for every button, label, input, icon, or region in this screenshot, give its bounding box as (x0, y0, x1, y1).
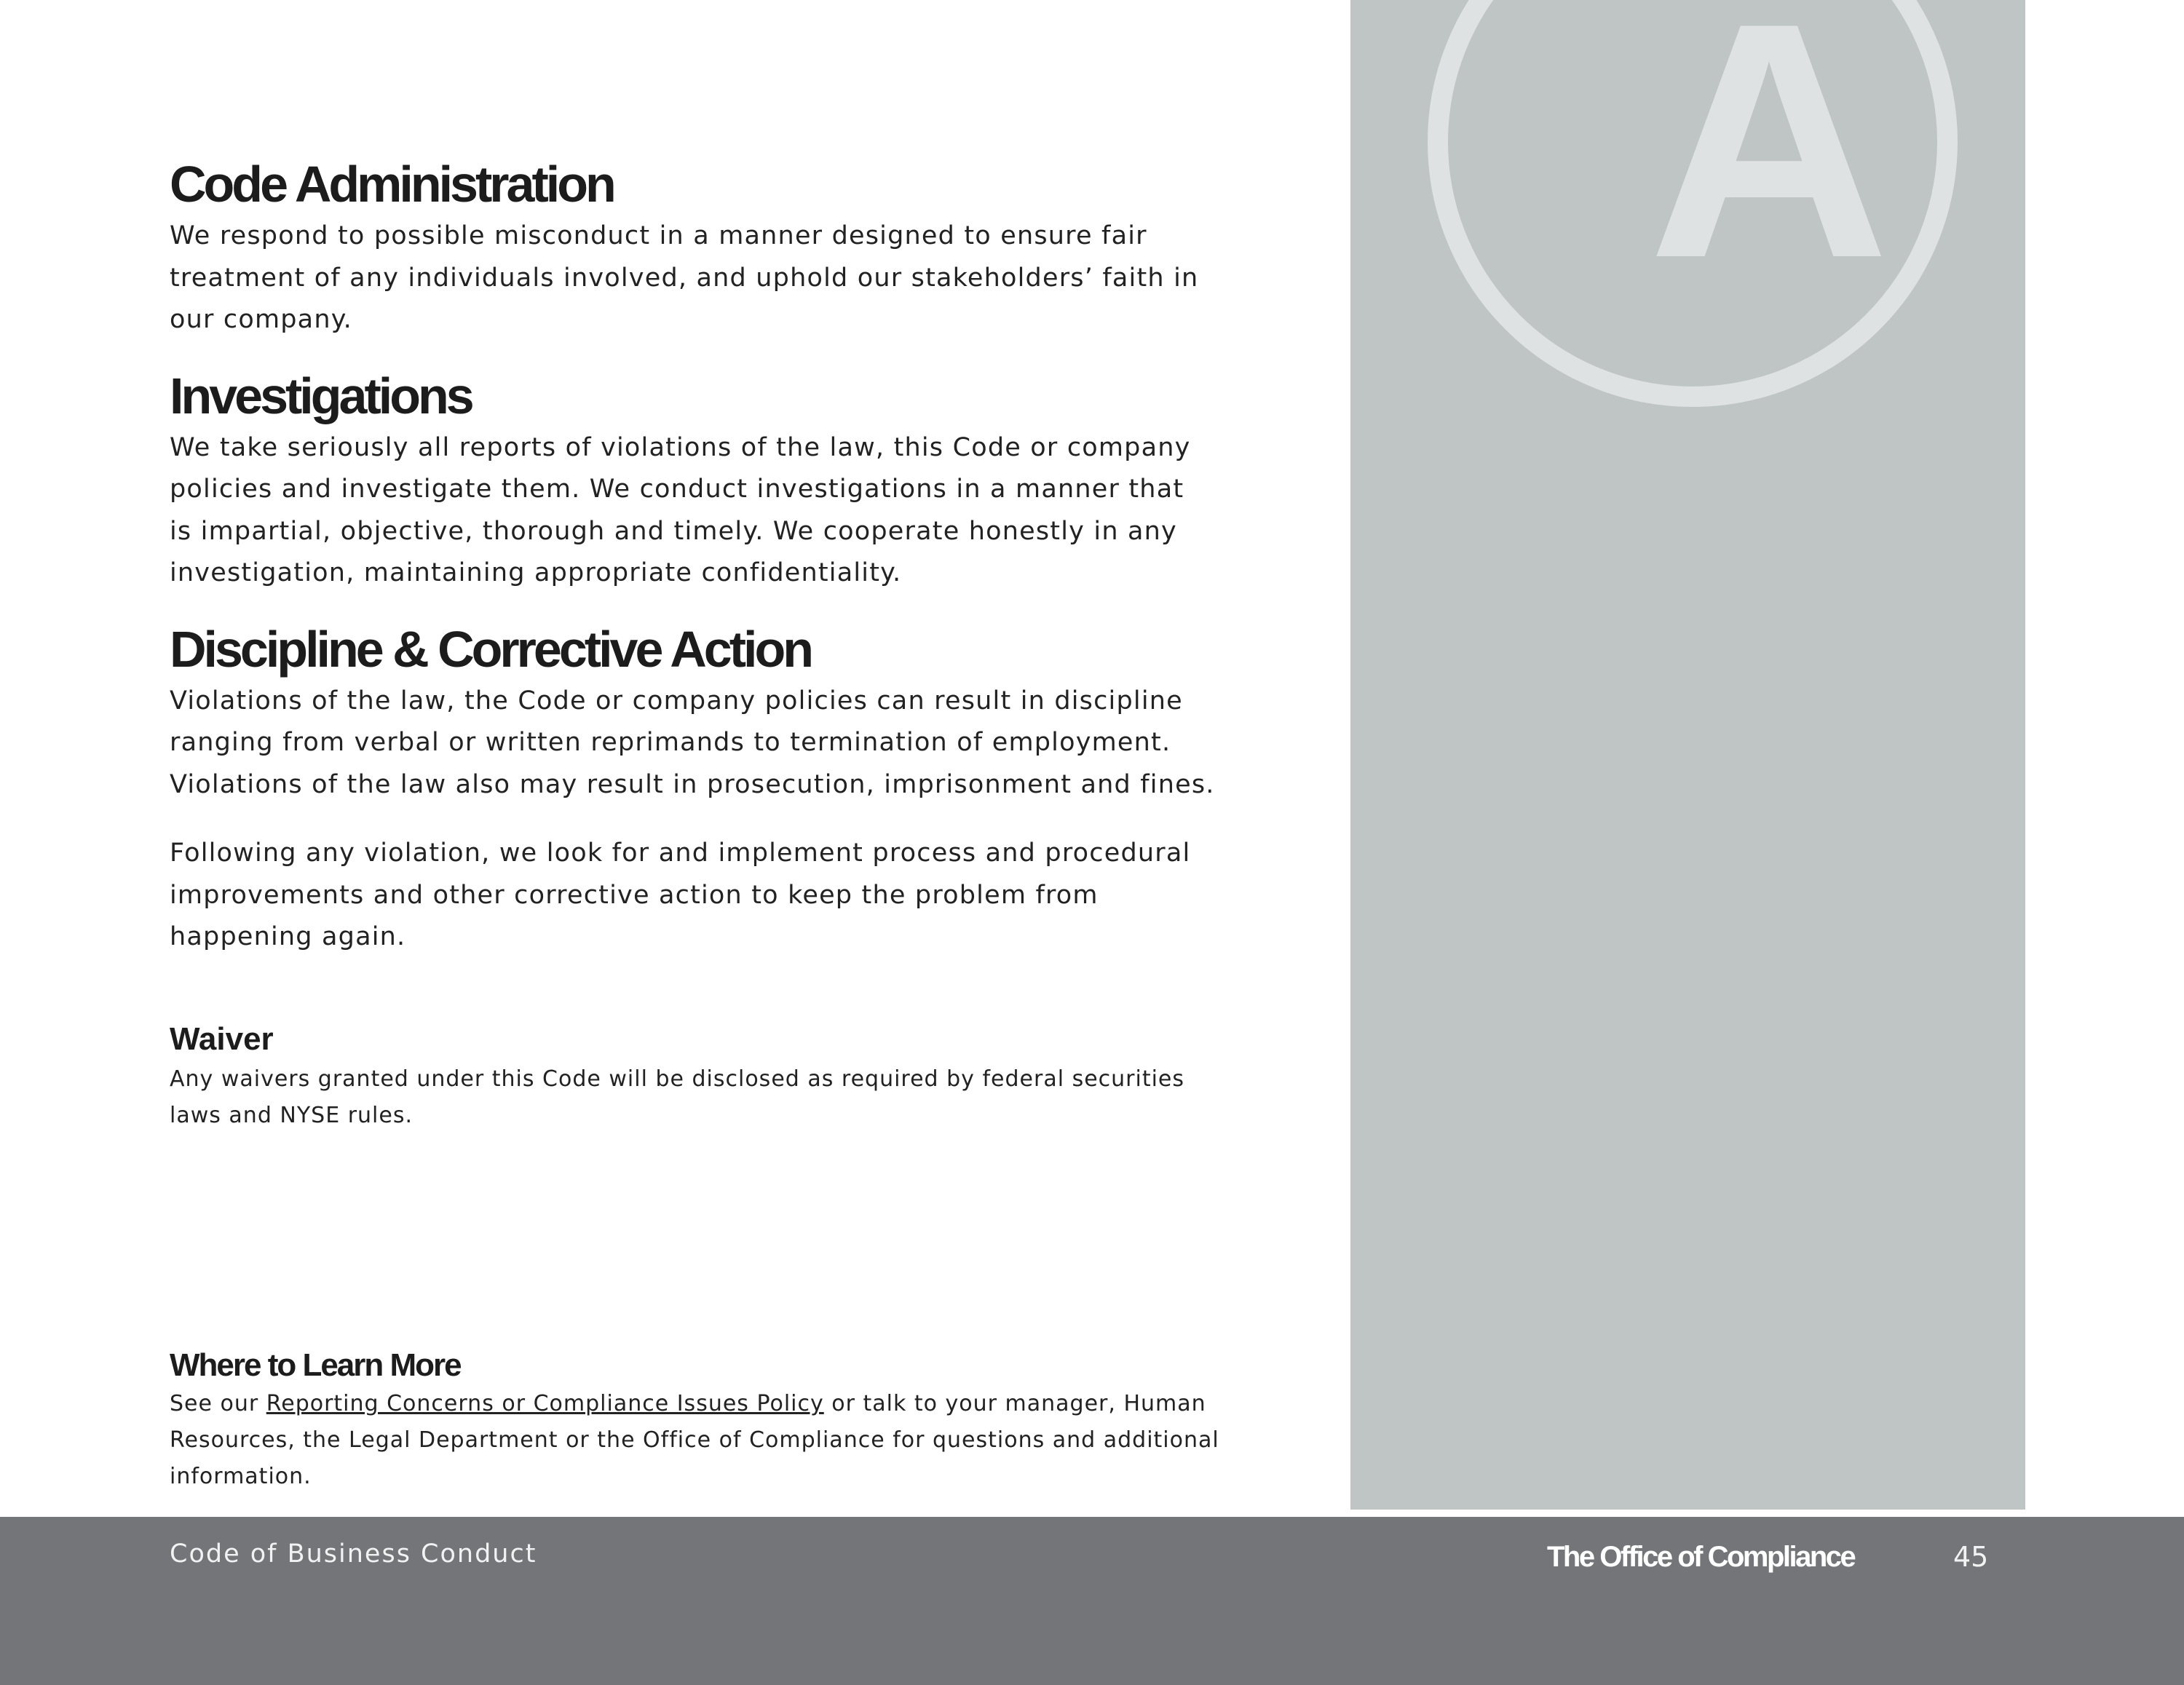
learn-more-text-before: See our (170, 1391, 266, 1416)
investigations-paragraph: We take seriously all reports of violations of the law, this Code or company policies and investigate them. We conduct investigations in a manner that is impartial, objective, thorough and timely. We cooperate honestly in any investigation, maintaining appropriate confidentiality. (170, 432, 1191, 587)
spacer (170, 806, 1276, 833)
learn-more-text-after: or talk to your manager, Human Resources, the Legal Department or the Office of Compliance for questions and additional information. (170, 1391, 1219, 1489)
spacer (170, 595, 1276, 618)
section-title-code-administration: Code Administration (170, 156, 614, 213)
main-content (170, 153, 1276, 959)
discipline-paragraph-1: Violations of the law, the Code or company policies can result in discipline ranging from verbal or written reprimands to termination of employment. Violations of the law also may result in prosecution, imprisonment and fines. (170, 686, 1215, 799)
watermark-letter: A (1647, 0, 1891, 328)
footer-document-title: Code of Business Conduct (170, 1539, 537, 1569)
reporting-concerns-policy-link[interactable]: Reporting Concerns or Compliance Issues Policy (266, 1391, 824, 1416)
side-panel (1350, 0, 2025, 1510)
compliance-a-watermark-icon (1350, 0, 2025, 1510)
waiver-text: Any waivers granted under this Code will be disclosed as required by federal securities laws and NYSE rules. (170, 1066, 1185, 1128)
footer-section-name: The Office of Compliance (1547, 1541, 1855, 1573)
learn-more-title: Where to Learn More (170, 1347, 461, 1383)
section-title-investigations: Investigations (170, 367, 472, 424)
discipline-paragraph-2: Following any violation, we look for and implement process and procedural improvements and other corrective action to keep the problem from happening again. (170, 838, 1191, 951)
waiver-title: Waiver (170, 1021, 274, 1057)
code-administration-paragraph: We respond to possible misconduct in a manner designed to ensure fair treatment of any individuals involved, and uphold our stakeholders’ faith in our company. (170, 221, 1199, 334)
section-title-discipline: Discipline & Corrective Action (170, 620, 811, 678)
spacer (170, 341, 1276, 365)
page-number: 45 (1953, 1541, 1989, 1573)
learn-more-text (170, 1386, 1305, 1495)
